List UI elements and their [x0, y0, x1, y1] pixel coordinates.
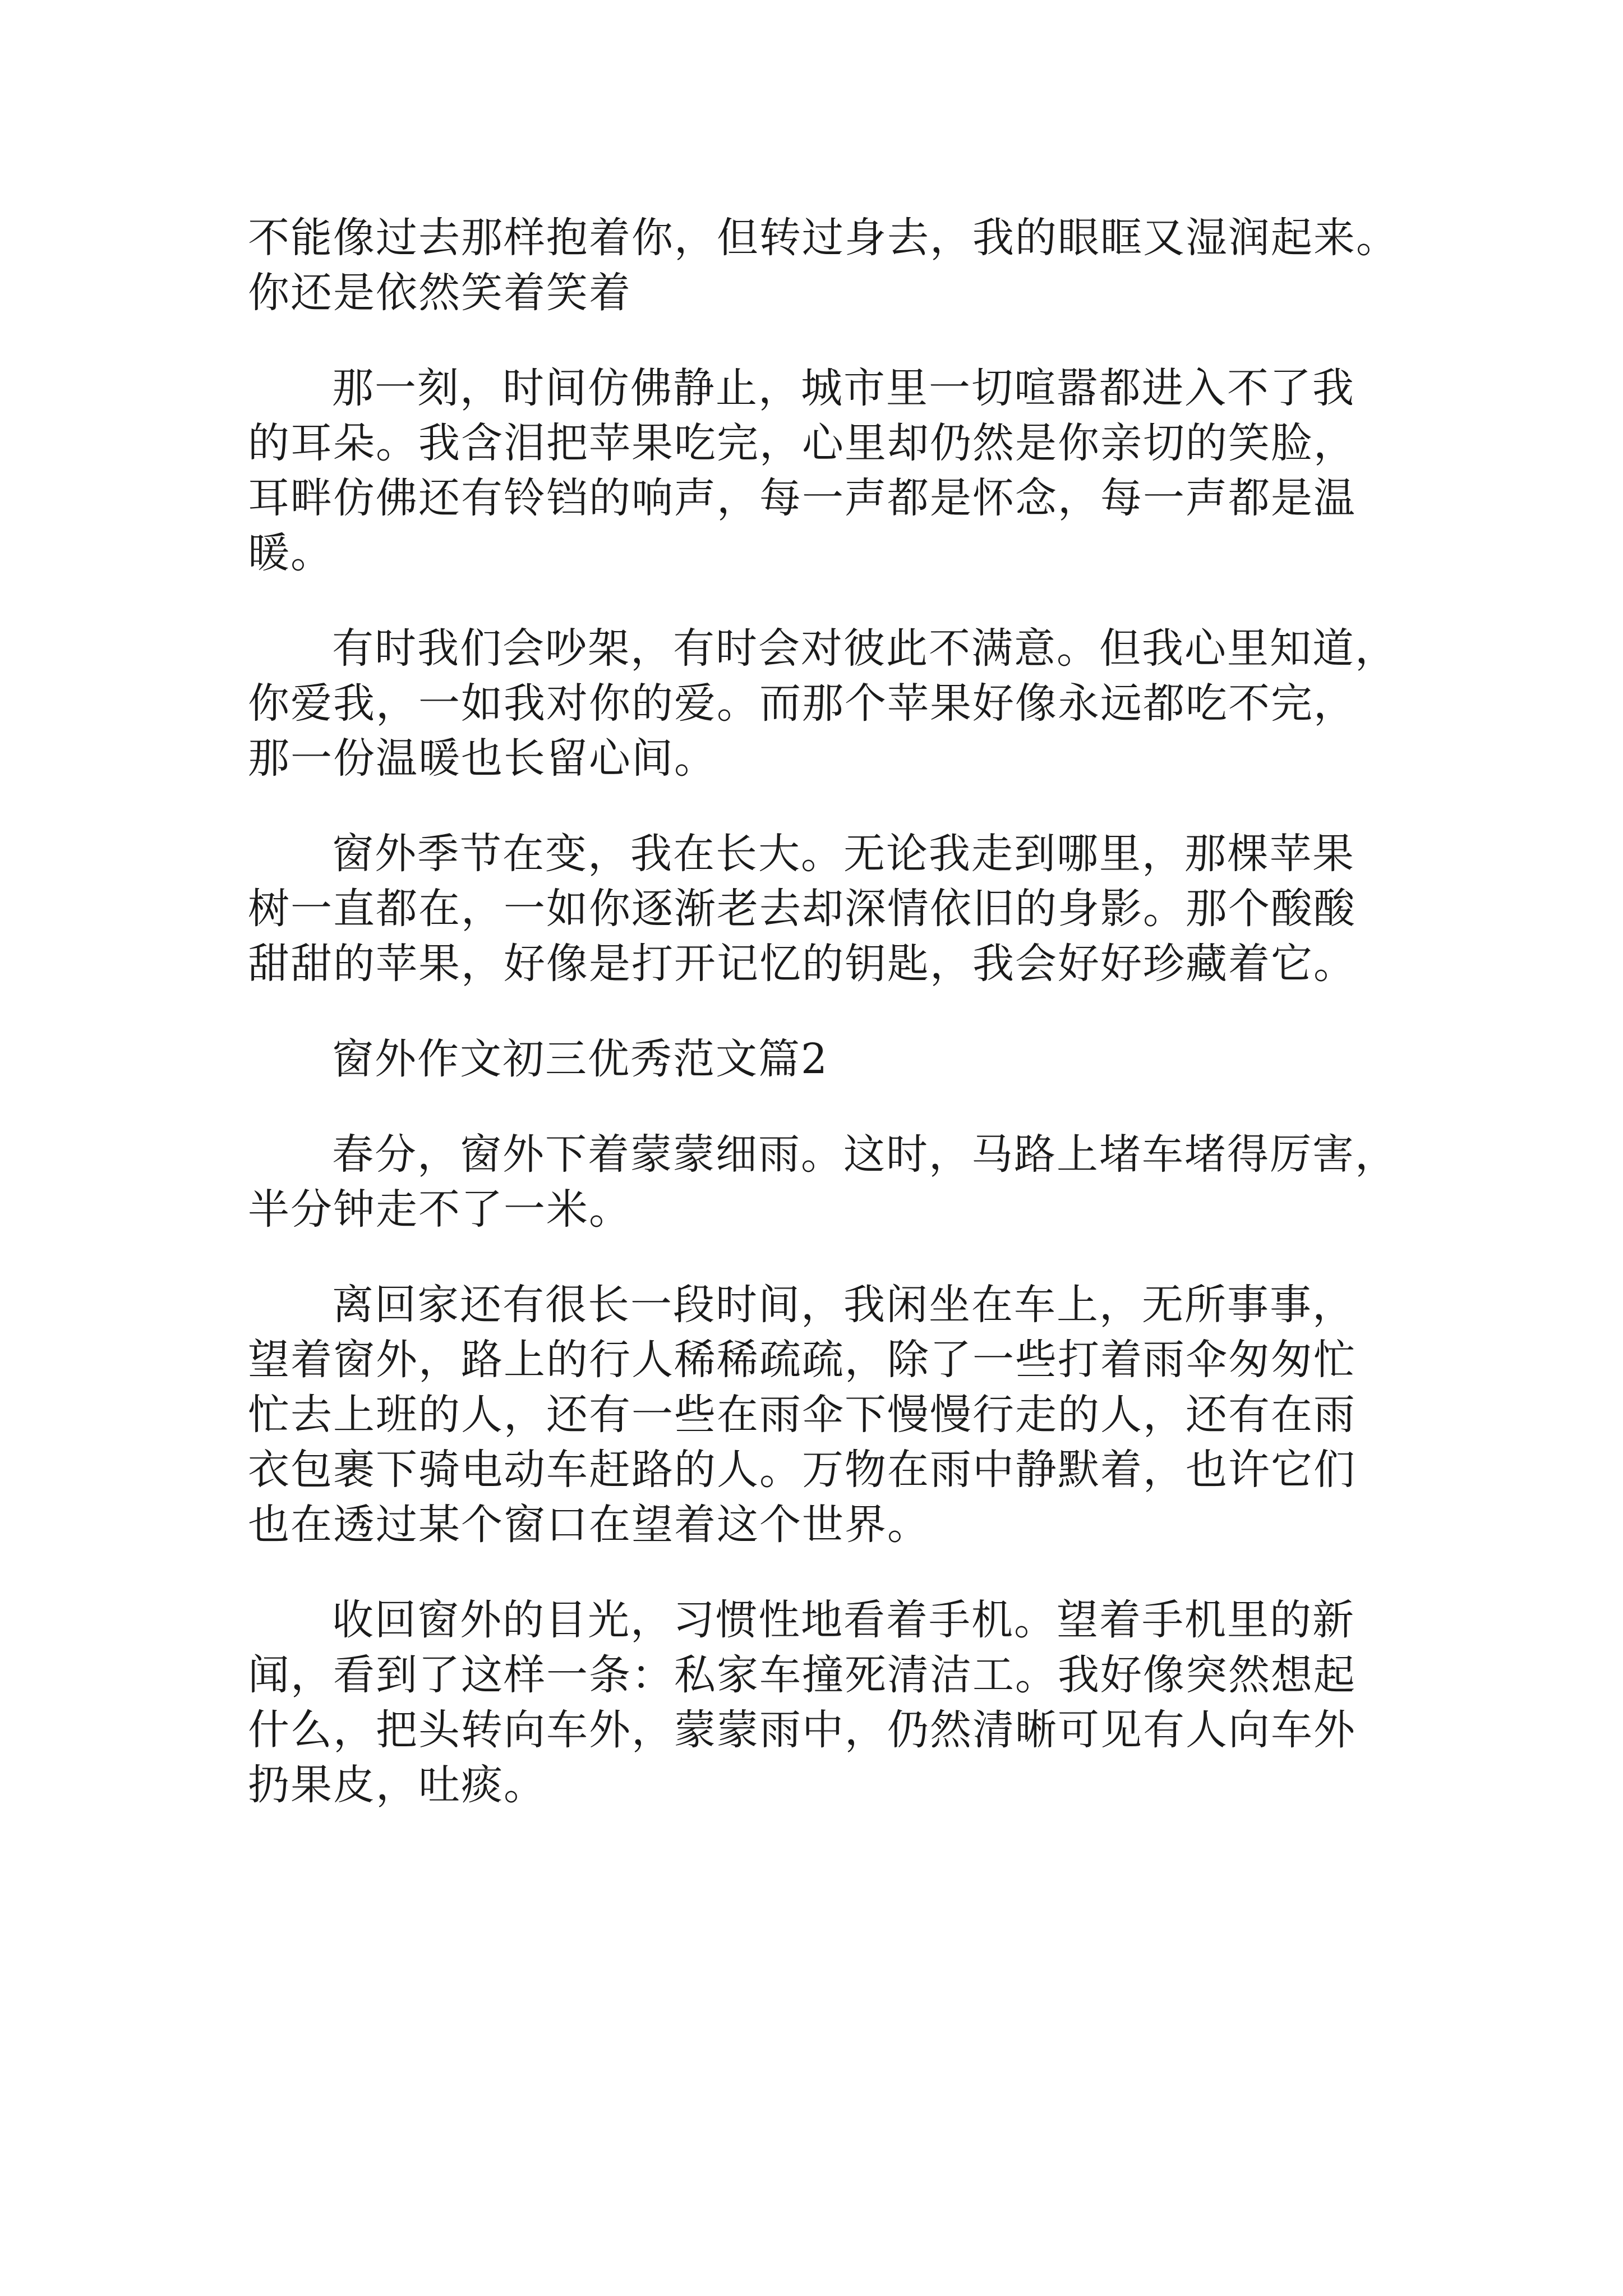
paragraph-gap	[248, 1087, 1426, 1127]
paragraph-gap	[248, 786, 1426, 826]
text-line: 耳畔仿佛还有铃铛的响声，每一声都是怀念，每一声都是温	[248, 474, 1356, 522]
text-line: 窗外季节在变，我在长大。无论我走到哪里，那棵苹果	[332, 830, 1355, 878]
paragraph-gap	[248, 991, 1426, 1032]
text-line: 那一刻，时间仿佛静止，城市里一切喧嚣都进入不了我	[332, 364, 1355, 412]
text-line: 收回窗外的目光，习惯性地看着手机。望着手机里的新	[332, 1596, 1355, 1644]
text-line: 树一直都在，一如你逐渐老去却深情依旧的身影。那个酸酸	[248, 885, 1356, 933]
paragraph	[248, 1127, 1426, 1237]
paragraph	[248, 621, 1426, 786]
paragraph-gap	[248, 581, 1426, 621]
section-heading: 窗外作文初三优秀范文篇2	[332, 1035, 829, 1083]
paragraph-gap	[248, 320, 1426, 361]
paragraph	[248, 361, 1426, 581]
text-line: 春分，窗外下着蒙蒙细雨。这时，马路上堵车堵得厉害，	[332, 1130, 1398, 1179]
text-line: 离回家还有很长一段时间，我闲坐在车上，无所事事，	[332, 1281, 1355, 1329]
paragraph-gap	[248, 1552, 1426, 1593]
text-line: 扔果皮，吐痰。	[248, 1761, 546, 1809]
text-line: 忙去上班的人，还有一些在雨伞下慢慢行走的人，还有在雨	[248, 1391, 1356, 1439]
text-line: 有时我们会吵架，有时会对彼此不满意。但我心里知道，	[332, 624, 1398, 673]
paragraph	[248, 826, 1426, 991]
paragraph-gap	[248, 1237, 1426, 1277]
text-line: 闻，看到了这样一条：私家车撞死清洁工。我好像突然想起	[248, 1651, 1356, 1699]
text-line: 什么，把头转向车外，蒙蒙雨中，仍然清晰可见有人向车外	[248, 1706, 1356, 1754]
text-line: 不能像过去那样抱着你，但转过身去，我的眼眶又湿润起来。	[248, 214, 1399, 262]
text-line: 望着窗外，路上的行人稀稀疏疏，除了一些打着雨伞匆匆忙	[248, 1336, 1356, 1384]
text-line: 半分钟走不了一米。	[248, 1185, 631, 1234]
paragraph	[248, 210, 1426, 320]
text-line: 那一份温暖也长留心间。	[248, 734, 717, 783]
text-line: 的耳朵。我含泪把苹果吃完，心里却仍然是你亲切的笑脸，	[248, 419, 1356, 467]
paragraph	[248, 1593, 1426, 1812]
text-line: 衣包裹下骑电动车赶路的人。万物在雨中静默着，也许它们	[248, 1446, 1356, 1494]
text-line: 你爱我，一如我对你的爱。而那个苹果好像永远都吃不完，	[248, 679, 1356, 728]
document-body	[248, 210, 1426, 1812]
text-line: 也在透过某个窗口在望着这个世界。	[248, 1501, 930, 1549]
text-line: 甜甜的苹果，好像是打开记忆的钥匙，我会好好珍藏着它。	[248, 940, 1356, 988]
text-line: 你还是依然笑着笑着	[248, 269, 631, 317]
paragraph	[248, 1277, 1426, 1552]
text-line: 暖。	[248, 529, 333, 577]
